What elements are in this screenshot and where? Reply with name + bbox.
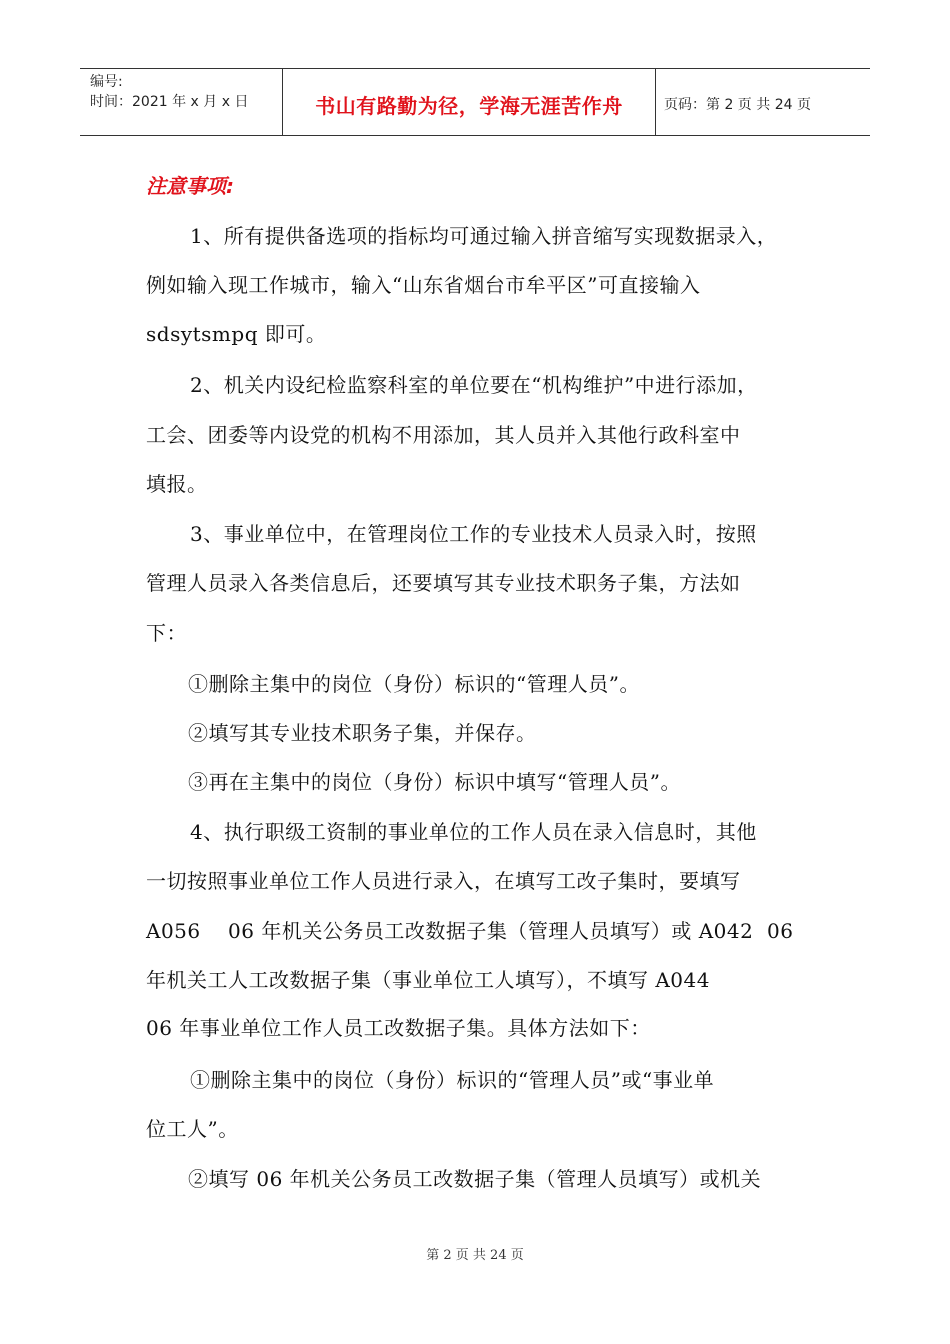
header-page-info: 页码：第 2 页 共 24 页 [664, 97, 811, 113]
text-line: 工会、团委等内设党的机构不用添加，其人员并入其他行政科室中 [146, 423, 741, 447]
text-line: 4、执行职级工资制的事业单位的工作人员在录入信息时，其他 [190, 820, 757, 844]
text-line: 例如输入现工作城市，输入“山东省烟台市牟平区”可直接输入 [146, 273, 701, 297]
page-footer: 第 2 页 共 24 页 [426, 1248, 524, 1263]
text-line: ②填写其专业技术职务子集，并保存。 [188, 721, 537, 745]
text-line: ②填写 06 年机关公务员工改数据子集（管理人员填写）或机关 [188, 1167, 762, 1191]
text-line: 年机关工人工改数据子集（事业单位工人填写），不填写 A044 [146, 968, 710, 992]
text-line: 位工人”。 [146, 1117, 239, 1141]
text-line: 管理人员录入各类信息后，还要填写其专业技术职务子集，方法如 [146, 571, 741, 595]
text-line: 1、所有提供备选项的指标均可通过输入拼音缩写实现数据录入， [190, 224, 778, 248]
header-motto-cell [283, 69, 656, 135]
text-line: ①删除主集中的岗位（身份）标识的“管理人员”。 [188, 672, 640, 696]
text-line: sdsytsmpq 即可。 [146, 322, 327, 346]
text-line: ③再在主集中的岗位（身份）标识中填写“管理人员”。 [188, 770, 681, 794]
text-line: ①删除主集中的岗位（身份）标识的“管理人员”或“事业单 [190, 1068, 715, 1092]
text-line: 06 年事业单位工作人员工改数据子集。具体方法如下： [146, 1016, 651, 1040]
header-number-label: 编号: [90, 74, 123, 90]
text-line: 填报。 [146, 472, 208, 496]
text-line: 下： [146, 621, 187, 645]
text-line: A056 06 年机关公务员工改数据子集（管理人员填写）或 A042 06 [146, 919, 794, 943]
page-header [80, 68, 870, 136]
text-line: 3、事业单位中，在管理岗位工作的专业技术人员录入时，按照 [190, 522, 757, 546]
notice-title: 注意事项: [146, 174, 234, 198]
text-line: 2、机关内设纪检监察科室的单位要在“机构维护”中进行添加， [190, 373, 758, 397]
header-date: 时间：2021 年 x 月 x 日 [90, 94, 249, 110]
header-meta [80, 69, 283, 135]
header-motto: 书山有路勤为径，学海无涯苦作舟 [315, 93, 623, 118]
text-line: 一切按照事业单位工作人员进行录入，在填写工改子集时，要填写 [146, 869, 741, 893]
